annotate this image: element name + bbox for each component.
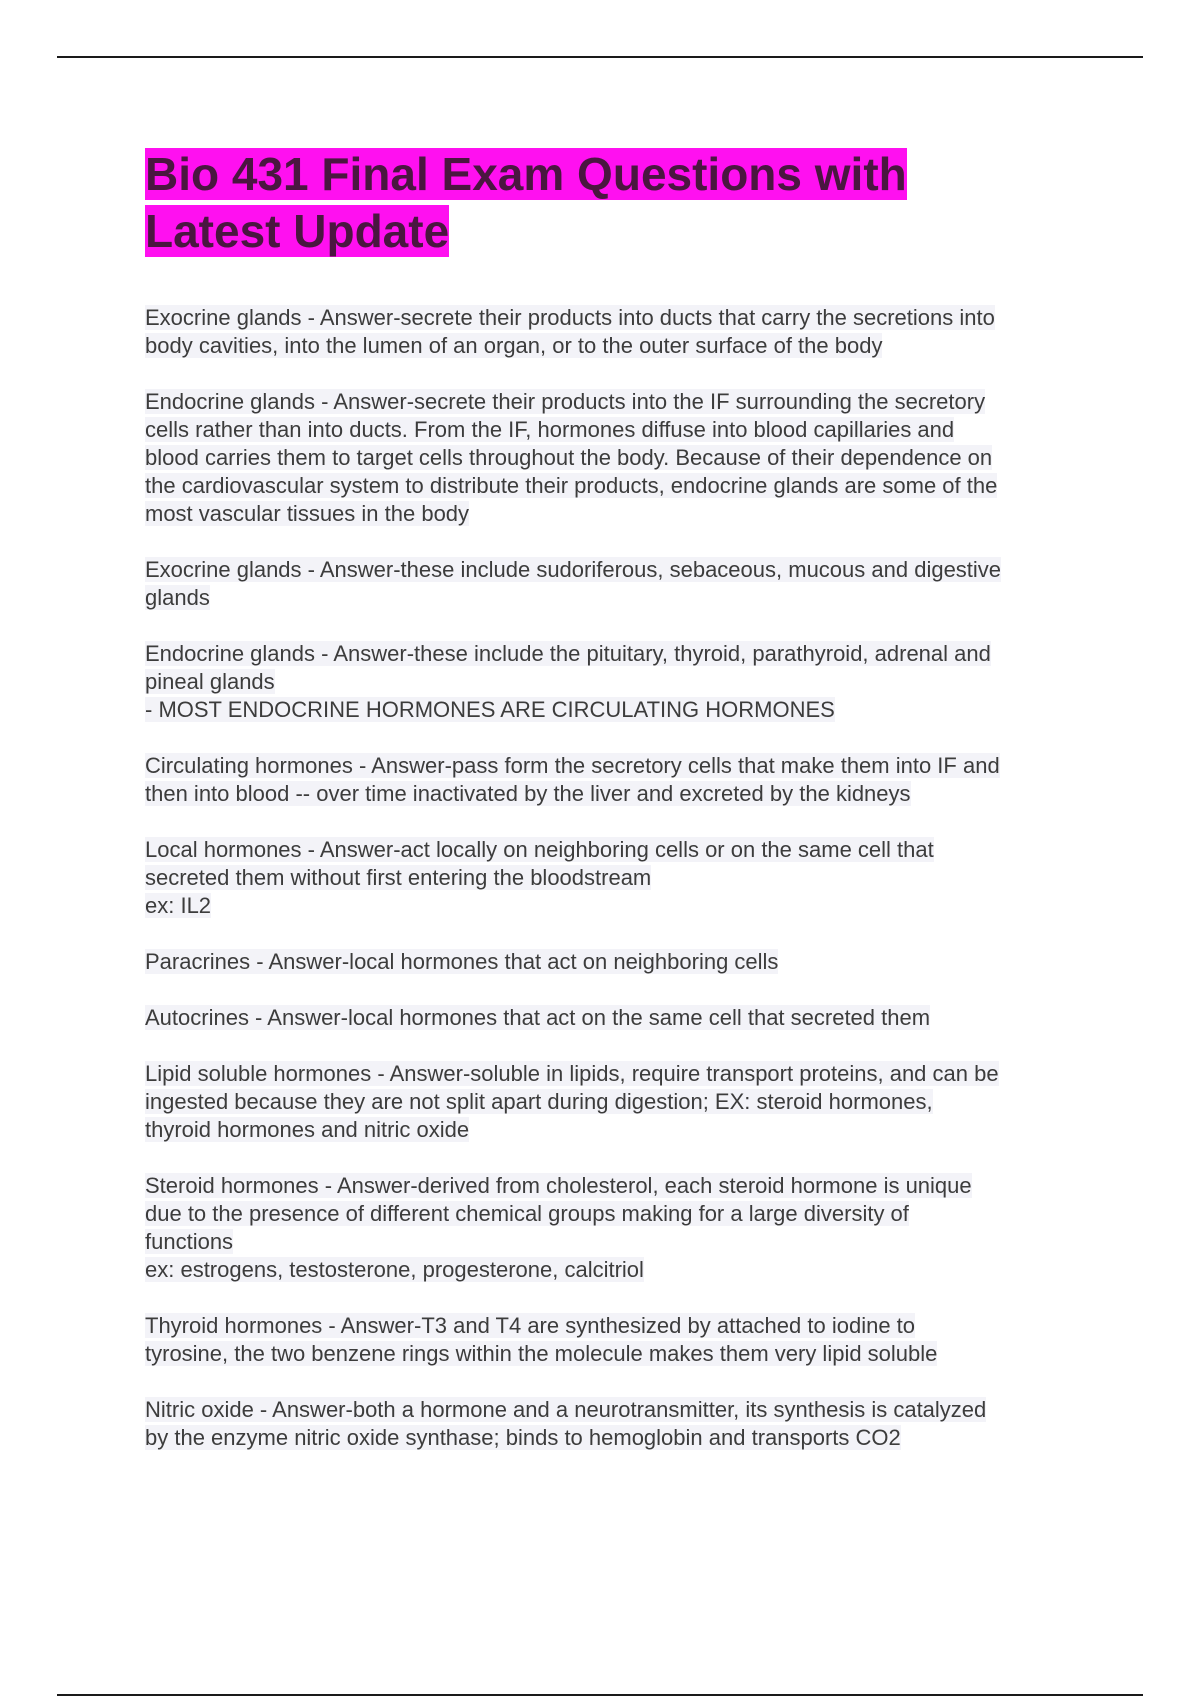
title-line-2: Latest Update — [145, 205, 450, 257]
qa-entry-line — [145, 416, 1095, 444]
qa-entry-line-text: by the enzyme nitric oxide synthase; binds to hemoglobin and transports CO2 — [145, 1425, 901, 1450]
qa-entry-line — [145, 836, 1095, 864]
qa-entry-line-text: - MOST ENDOCRINE HORMONES ARE CIRCULATING HORMONES — [145, 697, 835, 722]
qa-entry-line — [145, 1060, 1095, 1088]
qa-entry-line-text: cells rather than into ducts. From the IF, hormones diffuse into blood capillaries and — [145, 417, 955, 442]
qa-entry-line-text: secreted them without first entering the bloodstream — [145, 865, 652, 890]
qa-entry-line — [145, 780, 1095, 808]
qa-entry — [145, 388, 1095, 528]
qa-entry-line — [145, 892, 1095, 920]
qa-entry — [145, 1312, 1095, 1368]
qa-entry-line — [145, 444, 1095, 472]
qa-entry — [145, 752, 1095, 808]
qa-entry-line — [145, 668, 1095, 696]
qa-entry-line — [145, 1200, 1095, 1228]
qa-entry-line — [145, 696, 1095, 724]
qa-entry-line-text: Exocrine glands - Answer-secrete their products into ducts that carry the secretions into — [145, 305, 995, 330]
qa-entry — [145, 640, 1095, 724]
qa-entry-line-text: most vascular tissues in the body — [145, 501, 470, 526]
qa-entry-line — [145, 948, 1095, 976]
qa-entry-line-text: functions — [145, 1229, 234, 1254]
qa-entry-line-text: Exocrine glands - Answer-these include sudoriferous, sebaceous, mucous and digestive — [145, 557, 1002, 582]
qa-entry-line — [145, 472, 1095, 500]
qa-entry — [145, 836, 1095, 920]
footer-rule — [57, 1694, 1143, 1696]
document-body — [145, 146, 1095, 1480]
qa-entry-line-text: then into blood -- over time inactivated by the liver and excreted by the kidneys — [145, 781, 911, 806]
qa-entry-line-text: ingested because they are not split apart during digestion; EX: steroid hormones, — [145, 1089, 933, 1114]
qa-entry-line-text: glands — [145, 585, 210, 610]
qa-entry — [145, 556, 1095, 612]
qa-entry-line-text: Steroid hormones - Answer-derived from cholesterol, each steroid hormone is unique — [145, 1173, 972, 1198]
qa-entry-line — [145, 332, 1095, 360]
qa-entry-line-text: Endocrine glands - Answer-these include the pituitary, thyroid, parathyroid, adrenal and — [145, 641, 991, 666]
qa-entry — [145, 1060, 1095, 1144]
qa-entry-line-text: pineal glands — [145, 669, 275, 694]
qa-entry — [145, 304, 1095, 360]
qa-entry-line — [145, 640, 1095, 668]
qa-entry-line-text: Circulating hormones - Answer-pass form the secretory cells that make them into IF and — [145, 753, 1000, 778]
title-line-1: Bio 431 Final Exam Questions with — [145, 148, 907, 200]
qa-entry — [145, 1004, 1095, 1032]
qa-entry-line — [145, 388, 1095, 416]
qa-entry — [145, 1396, 1095, 1452]
document-title — [145, 146, 1095, 260]
qa-entry-line-text: thyroid hormones and nitric oxide — [145, 1117, 470, 1142]
qa-entry-line — [145, 584, 1095, 612]
qa-entry-line — [145, 1228, 1095, 1256]
qa-entry-line — [145, 1004, 1095, 1032]
qa-entry-line-text: Endocrine glands - Answer-secrete their products into the IF surrounding the secretory — [145, 389, 986, 414]
qa-entry — [145, 1172, 1095, 1284]
qa-entry-line — [145, 556, 1095, 584]
qa-entry-line — [145, 500, 1095, 528]
qa-entry-line — [145, 864, 1095, 892]
qa-entry-line-text: Local hormones - Answer-act locally on neighboring cells or on the same cell that — [145, 837, 934, 862]
qa-entry-line-text: ex: IL2 — [145, 893, 212, 918]
qa-entry-line — [145, 1340, 1095, 1368]
qa-entry-line — [145, 1312, 1095, 1340]
qa-entry-line — [145, 752, 1095, 780]
qa-entry-line-text: due to the presence of different chemical groups making for a large diversity of — [145, 1201, 909, 1226]
qa-entry-line-text: Lipid soluble hormones - Answer-soluble in lipids, require transport proteins, and can be — [145, 1061, 999, 1086]
qa-entry-line-text: Nitric oxide - Answer-both a hormone and a neurotransmitter, its synthesis is catalyzed — [145, 1397, 987, 1422]
qa-entry-list — [145, 304, 1095, 1452]
qa-entry-line — [145, 1088, 1095, 1116]
qa-entry-line — [145, 1116, 1095, 1144]
qa-entry-line — [145, 1256, 1095, 1284]
qa-entry-line-text: Paracrines - Answer-local hormones that act on neighboring cells — [145, 949, 779, 974]
qa-entry-line — [145, 1396, 1095, 1424]
qa-entry-line-text: ex: estrogens, testosterone, progesterone, calcitriol — [145, 1257, 644, 1282]
qa-entry-line-text: Autocrines - Answer-local hormones that act on the same cell that secreted them — [145, 1005, 931, 1030]
qa-entry-line — [145, 304, 1095, 332]
qa-entry-line-text: body cavities, into the lumen of an organ, or to the outer surface of the body — [145, 333, 883, 358]
qa-entry-line-text: tyrosine, the two benzene rings within the molecule makes them very lipid soluble — [145, 1341, 938, 1366]
qa-entry-line-text: the cardiovascular system to distribute their products, endocrine glands are some of the — [145, 473, 998, 498]
qa-entry-line-text: blood carries them to target cells throughout the body. Because of their dependence on — [145, 445, 993, 470]
qa-entry-line — [145, 1424, 1095, 1452]
qa-entry — [145, 948, 1095, 976]
qa-entry-line — [145, 1172, 1095, 1200]
header-rule — [57, 56, 1143, 58]
qa-entry-line-text: Thyroid hormones - Answer-T3 and T4 are synthesized by attached to iodine to — [145, 1313, 916, 1338]
